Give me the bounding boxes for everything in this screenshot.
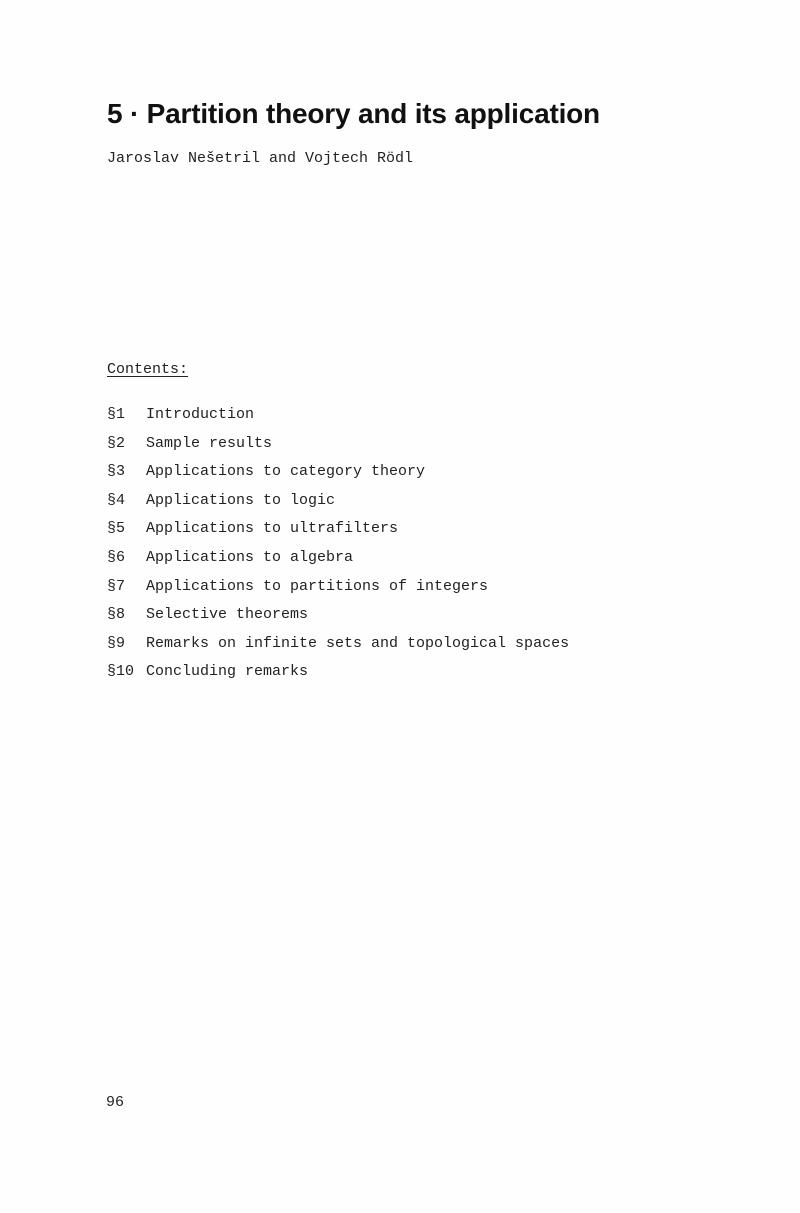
toc-item	[107, 578, 569, 607]
chapter-title: 5 · Partition theory and its application	[107, 98, 600, 129]
toc-item-label: Applications to logic	[146, 491, 336, 509]
table-of-contents	[107, 406, 569, 692]
contents-heading: Contents:	[107, 361, 189, 378]
toc-item-number: §8	[107, 606, 126, 624]
toc-item	[107, 606, 569, 635]
toc-item-number: §7	[107, 577, 126, 595]
toc-item	[107, 635, 569, 664]
chapter-authors: Jaroslav Nešetril and Vojtech Rödl	[107, 150, 414, 167]
toc-item-label: Concluding remarks	[146, 663, 309, 681]
toc-item	[107, 663, 569, 692]
page-number: 96	[106, 1094, 125, 1111]
toc-item-label: Remarks on infinite sets and topological spaces	[146, 634, 570, 652]
toc-item-number: §1	[107, 406, 126, 423]
toc-item-label: Applications to ultrafilters	[146, 520, 399, 538]
toc-item	[107, 492, 569, 521]
toc-item-label: Selective theorems	[146, 606, 309, 624]
toc-item	[107, 406, 569, 435]
toc-item	[107, 520, 569, 549]
toc-item-number: §10	[107, 663, 135, 681]
toc-item-number: §2	[107, 434, 126, 452]
toc-item	[107, 463, 569, 492]
toc-item-label: Sample results	[146, 434, 273, 452]
toc-item	[107, 435, 569, 464]
toc-item-label: Applications to category theory	[146, 463, 426, 481]
toc-item-label: Introduction	[146, 406, 255, 423]
toc-item	[107, 549, 569, 578]
toc-item-label: Applications to algebra	[146, 548, 354, 566]
toc-item-number: §6	[107, 548, 126, 566]
toc-item-label: Applications to partitions of integers	[146, 577, 489, 595]
toc-item-number: §5	[107, 520, 126, 538]
toc-item-number: §9	[107, 634, 126, 652]
toc-item-number: §3	[107, 463, 126, 481]
toc-item-number: §4	[107, 491, 126, 509]
